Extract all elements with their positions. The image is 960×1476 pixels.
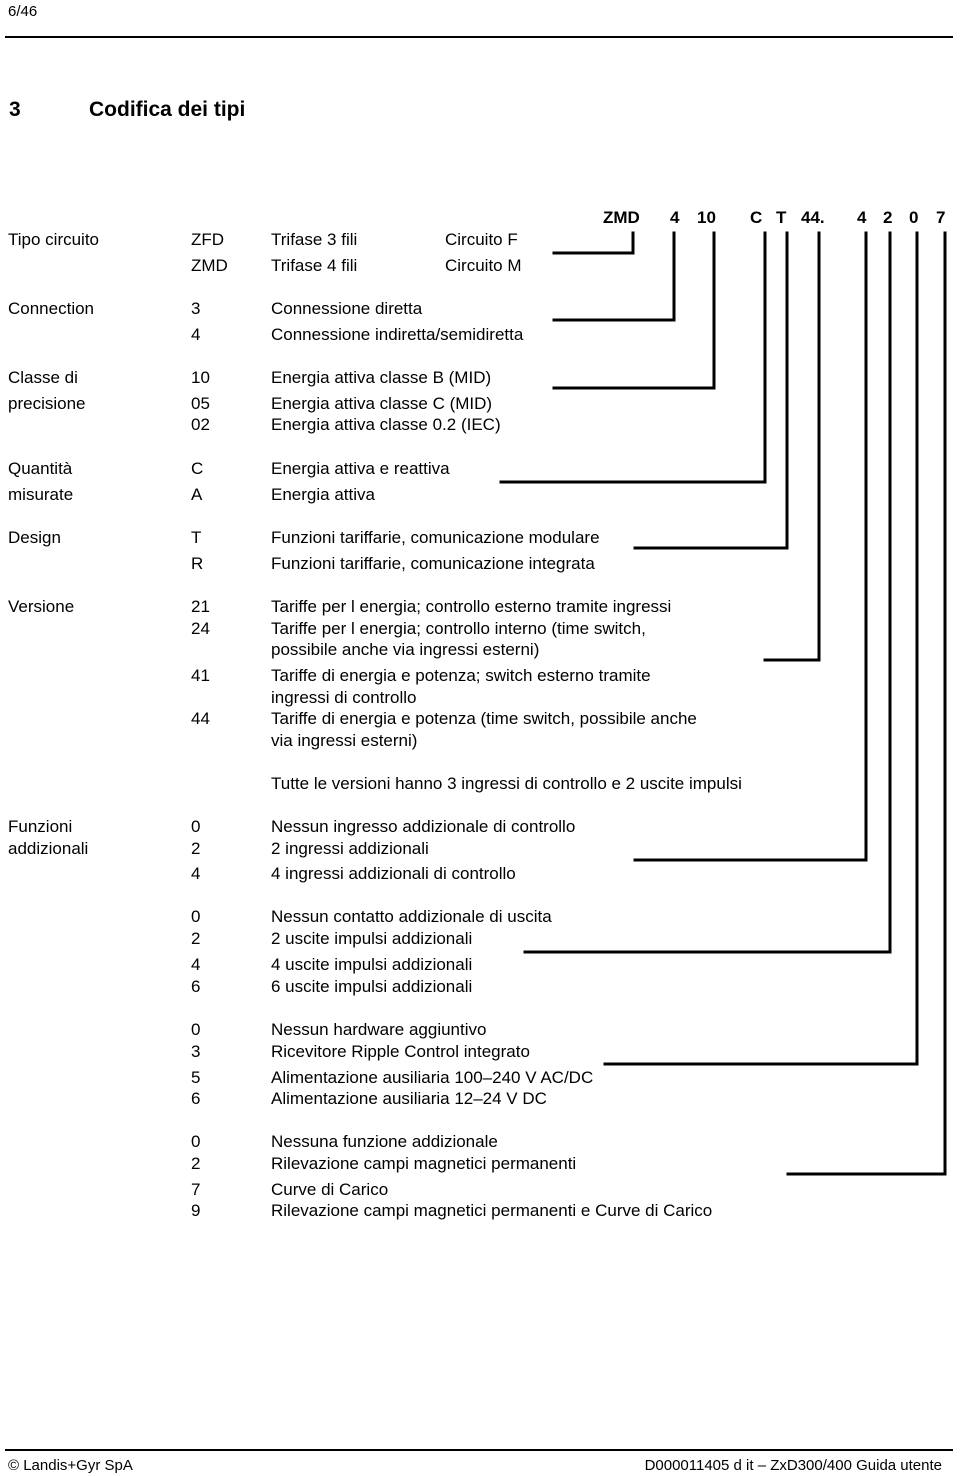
- option-code: 2: [191, 839, 201, 858]
- type-code-part: 2: [883, 208, 893, 227]
- option-code: 0: [191, 1020, 201, 1039]
- option-description: Trifase 3 fili: [271, 230, 358, 249]
- page-number: 6/46: [8, 3, 38, 20]
- option-code: R: [191, 554, 204, 573]
- connector-classe: [554, 233, 714, 388]
- type-code-part: 4: [670, 208, 680, 227]
- option-description: Tariffe per l energia; controllo interno (time switch,: [271, 619, 646, 638]
- option-code: 10: [191, 368, 210, 387]
- option-description: Tariffe di energia e potenza; switch esterno tramite: [271, 666, 651, 685]
- option-extra: Circuito M: [445, 256, 522, 275]
- option-description: 4 ingressi addizionali di controllo: [271, 864, 516, 883]
- option-description: Tariffe per l energia; controllo esterno tramite ingressi: [271, 597, 672, 616]
- type-code-part: 44.: [801, 208, 825, 227]
- option-code: A: [191, 485, 203, 504]
- option-code: 05: [191, 394, 210, 413]
- option-code: 3: [191, 1042, 201, 1061]
- type-code-part: 10: [697, 208, 716, 227]
- option-description: Alimentazione ausiliaria 12–24 V DC: [271, 1089, 547, 1108]
- group-label: misurate: [8, 485, 74, 504]
- option-description: Connessione diretta: [271, 299, 423, 318]
- connector-hardware: [605, 233, 917, 1064]
- group-label: Tipo circuito: [8, 230, 100, 249]
- option-code: ZFD: [191, 230, 225, 249]
- type-code-part: 4: [857, 208, 867, 227]
- section-number: 3: [9, 98, 21, 121]
- footer-document-id: D000011405 d it – ZxD300/400 Guida utente: [644, 1457, 942, 1474]
- connector-versione: [765, 233, 819, 660]
- group-label: Quantità: [8, 459, 73, 478]
- group-label: precisione: [8, 394, 86, 413]
- option-description: Energia attiva e reattiva: [271, 459, 450, 478]
- option-description: Nessun contatto addizionale di uscita: [271, 907, 552, 926]
- option-code: 3: [191, 299, 201, 318]
- group-label: addizionali: [8, 839, 89, 858]
- connector-quantita: [501, 233, 765, 482]
- option-description: 6 uscite impulsi addizionali: [271, 977, 473, 996]
- option-code: 5: [191, 1068, 201, 1087]
- option-code: ZMD: [191, 256, 228, 275]
- option-code: 6: [191, 1089, 201, 1108]
- connector-connection: [554, 233, 674, 320]
- option-description-cont: ingressi di controllo: [271, 688, 417, 707]
- option-description: Nessun ingresso addizionale di controllo: [271, 817, 576, 836]
- option-code: 7: [191, 1180, 201, 1199]
- type-code-part: T: [776, 208, 787, 227]
- option-code: C: [191, 459, 204, 478]
- option-description: Connessione indiretta/semidiretta: [271, 325, 524, 344]
- option-description: Trifase 4 fili: [271, 256, 358, 275]
- group-label: Classe di: [8, 368, 78, 387]
- option-code: 4: [191, 955, 201, 974]
- option-code: 41: [191, 666, 210, 685]
- option-code: 21: [191, 597, 210, 616]
- option-extra: Circuito F: [445, 230, 518, 249]
- option-code: 4: [191, 864, 201, 883]
- option-code: 44: [191, 709, 210, 728]
- option-description: Ricevitore Ripple Control integrato: [271, 1042, 530, 1061]
- option-description: Energia attiva: [271, 485, 375, 504]
- option-description: Curve di Carico: [271, 1180, 389, 1199]
- version-note: Tutte le versioni hanno 3 ingressi di controllo e 2 uscite impulsi: [271, 774, 742, 793]
- option-description-cont: possibile anche via ingressi esterni): [271, 640, 540, 659]
- option-code: 0: [191, 907, 201, 926]
- option-code: T: [191, 528, 202, 547]
- group-label: Funzioni: [8, 817, 73, 836]
- option-code: 2: [191, 929, 201, 948]
- group-label: Versione: [8, 597, 75, 616]
- option-description: 4 uscite impulsi addizionali: [271, 955, 473, 974]
- group-label: Connection: [8, 299, 95, 318]
- option-description: Nessuna funzione addizionale: [271, 1132, 498, 1151]
- option-description: Tariffe di energia e potenza (time switch, possibile anche: [271, 709, 697, 728]
- option-description: Alimentazione ausiliaria 100–240 V AC/DC: [271, 1068, 594, 1087]
- type-code-part: C: [750, 208, 763, 227]
- option-code: 9: [191, 1201, 201, 1220]
- group-label: Design: [8, 528, 61, 547]
- option-code: 4: [191, 325, 201, 344]
- type-code-part: 0: [909, 208, 919, 227]
- footer-copyright: © Landis+Gyr SpA: [8, 1457, 133, 1474]
- option-code: 2: [191, 1154, 201, 1173]
- option-description: Rilevazione campi magnetici permanenti: [271, 1154, 577, 1173]
- option-description: 2 ingressi addizionali: [271, 839, 429, 858]
- section-title: Codifica dei tipi: [89, 98, 246, 121]
- option-code: 24: [191, 619, 210, 638]
- type-code-part: ZMD: [603, 208, 640, 227]
- footer-rule: [5, 1449, 953, 1451]
- option-description: Nessun hardware aggiuntivo: [271, 1020, 487, 1039]
- type-code-part: 7: [936, 208, 946, 227]
- connector-uscite: [525, 233, 890, 952]
- option-description: Funzioni tariffarie, comunicazione modulare: [271, 528, 600, 547]
- option-code: 02: [191, 415, 210, 434]
- option-description: Energia attiva classe C (MID): [271, 394, 493, 413]
- option-description-cont: via ingressi esterni): [271, 731, 418, 750]
- option-description: 2 uscite impulsi addizionali: [271, 929, 473, 948]
- option-code: 6: [191, 977, 201, 996]
- option-code: 0: [191, 1132, 201, 1151]
- option-description: Funzioni tariffarie, comunicazione integrata: [271, 554, 595, 573]
- option-description: Rilevazione campi magnetici permanenti e Curve di Carico: [271, 1201, 713, 1220]
- option-description: Energia attiva classe B (MID): [271, 368, 492, 387]
- option-description: Energia attiva classe 0.2 (IEC): [271, 415, 501, 434]
- option-code: 0: [191, 817, 201, 836]
- connector-tipo-circuito: [554, 233, 633, 253]
